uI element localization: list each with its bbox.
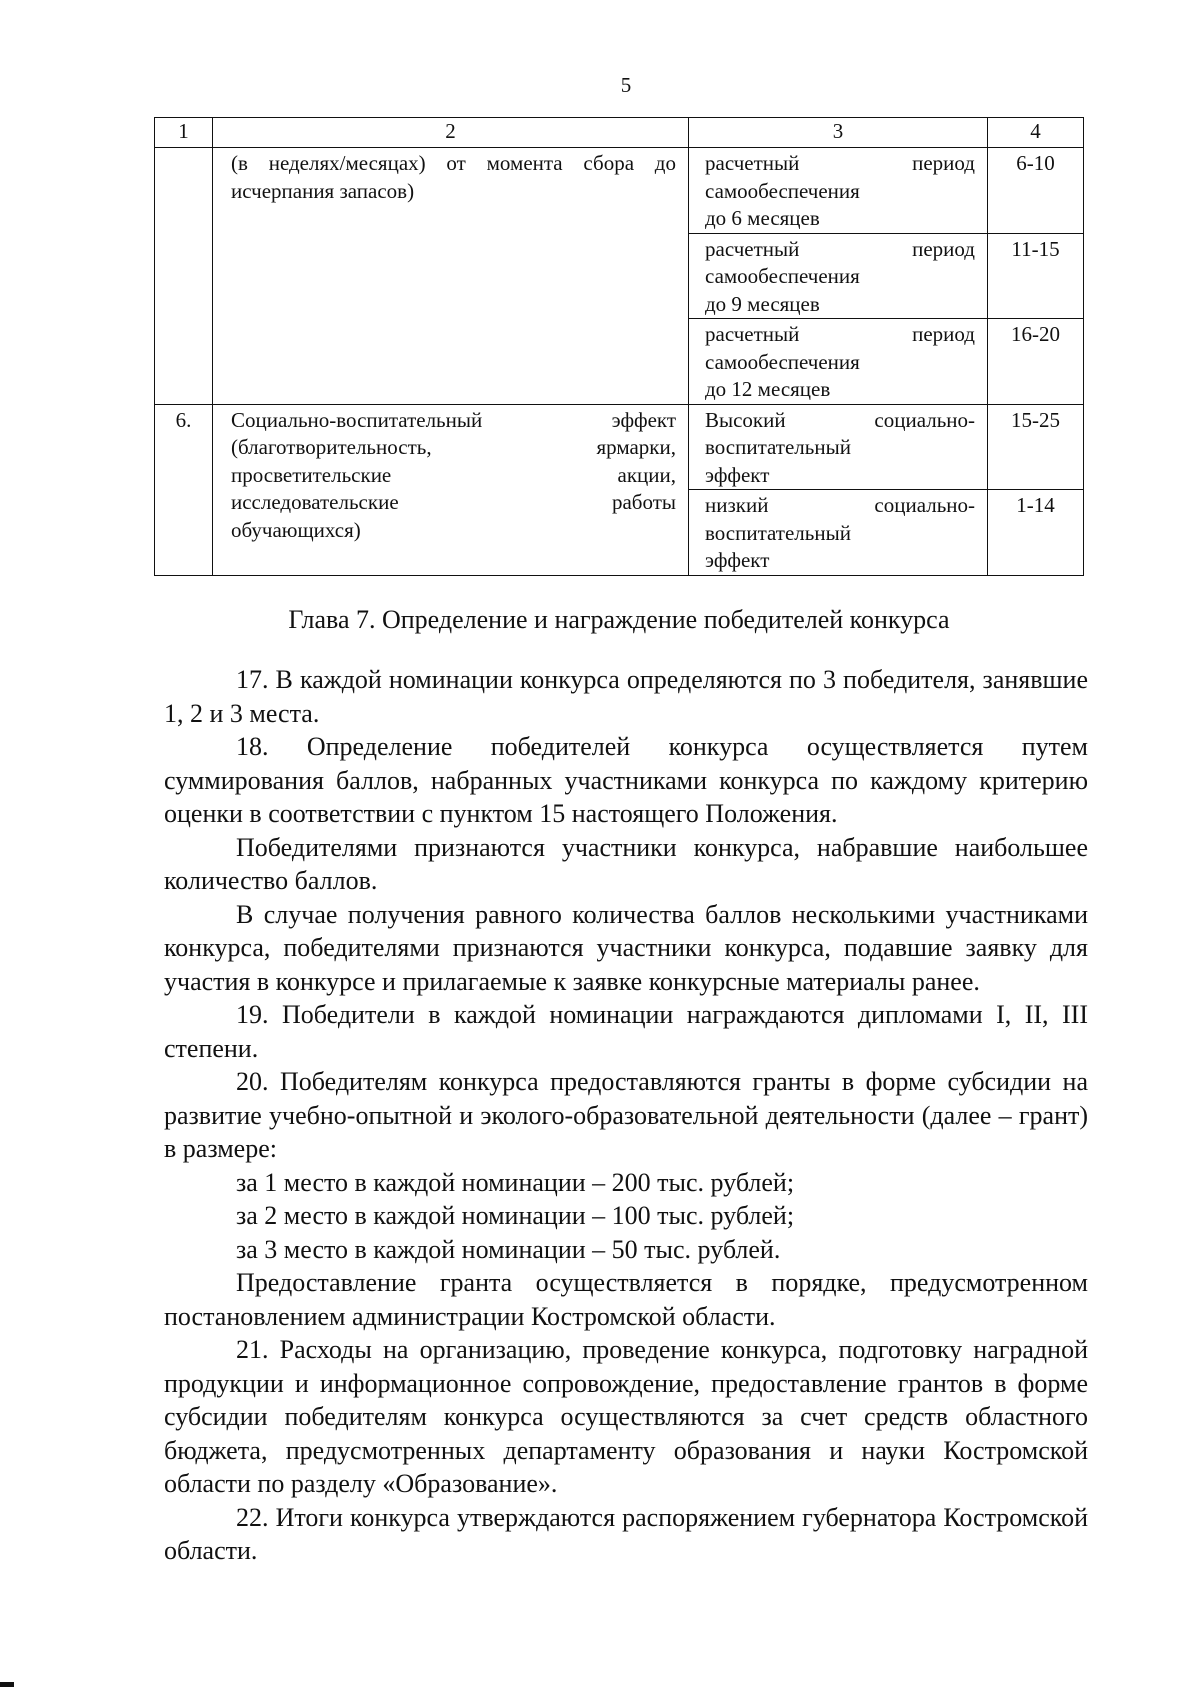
row-number <box>155 148 213 405</box>
score-cell: 15-25 <box>988 404 1084 490</box>
row-number: 6. <box>155 404 213 575</box>
paragraph: 19. Победители в каждой номинации награждаются дипломами I, II, III степени. <box>164 1000 1088 1063</box>
grant-list-item: за 1 место в каждой номинации – 200 тыс. рублей; <box>236 1167 795 1197</box>
table-row <box>155 148 1084 234</box>
criteria-table <box>154 117 1084 576</box>
header-col-4: 4 <box>988 118 1084 148</box>
header-col-2: 2 <box>213 118 689 148</box>
grant-list-item: за 2 место в каждой номинации – 100 тыс. рублей; <box>236 1201 795 1230</box>
header-col-1: 1 <box>155 118 213 148</box>
criterion-cell: (в неделях/месяцах) от момента сбора до исчерпания запасов) <box>213 148 689 405</box>
score-cell: 11-15 <box>988 233 1084 319</box>
table-header-row <box>155 118 1084 148</box>
grant-list-item: за 3 место в каждой номинации – 50 тыс. рублей. <box>236 1234 781 1264</box>
paragraph: 18. Определение победителей конкурса осуществляется путем суммирования баллов, набранных участниками конкурса по каждому критерию оценки в соответствии с пунктом 15 настоящего Положения. <box>164 732 1088 828</box>
paragraph: В случае получения равного количества баллов несколькими участниками конкурса, победителями признаются участники конкурса, подавшие заявку для участия в конкурсе и прилагаемые к заявке конкурсные материалы ранее. <box>164 899 1088 996</box>
scan-edge-mark <box>0 1682 14 1687</box>
score-cell: 6-10 <box>988 148 1084 234</box>
document-body <box>164 663 1088 1568</box>
level-cell: низкий социально- воспитательный эффект <box>689 490 988 576</box>
page-number: 5 <box>620 73 632 97</box>
paragraph: Победителями признаются участники конкурса, набравшие наибольшее количество баллов. <box>164 832 1088 895</box>
level-cell: расчетный период самообеспечения до 9 месяцев <box>689 233 988 319</box>
level-cell: расчетный период самообеспечения до 6 месяцев <box>689 148 988 234</box>
table-row <box>155 404 1084 490</box>
level-cell: Высокий социально- воспитательный эффект <box>689 404 988 490</box>
level-cell: расчетный период самообеспечения до 12 месяцев <box>689 319 988 405</box>
score-cell: 16-20 <box>988 319 1084 405</box>
paragraph: 21. Расходы на организацию, проведение конкурса, подготовку наградной продукции и информационное сопровождение, предоставление грантов в форме субсидии победителям конкурса осуществляются за счет средств областного бюджета, предусмотренных департаменту образования и науки Костромской области по разделу «Образование». <box>164 1335 1088 1498</box>
header-col-3: 3 <box>689 118 988 148</box>
criterion-cell: Социально-воспитательный эффект (благотворительность, ярмарки, просветительские акции, исследовательские работы обучающихся) <box>213 404 689 575</box>
paragraph: 17. В каждой номинации конкурса определяются по 3 победителя, занявшие 1, 2 и 3 места. <box>164 665 1088 728</box>
paragraph: 22. Итоги конкурса утверждаются распоряжением губернатора Костромской области. <box>164 1502 1088 1565</box>
score-cell: 1-14 <box>988 490 1084 576</box>
paragraph: Предоставление гранта осуществляется в порядке, предусмотренном постановлением администрации Костромской области. <box>164 1268 1088 1331</box>
chapter-title: Глава 7. Определение и награждение победителей конкурса <box>288 605 950 634</box>
paragraph: 20. Победителям конкурса предоставляются гранты в форме субсидии на развитие учебно-опытной и эколого-образовательной деятельности (далее – грант) в размере: <box>164 1067 1088 1163</box>
